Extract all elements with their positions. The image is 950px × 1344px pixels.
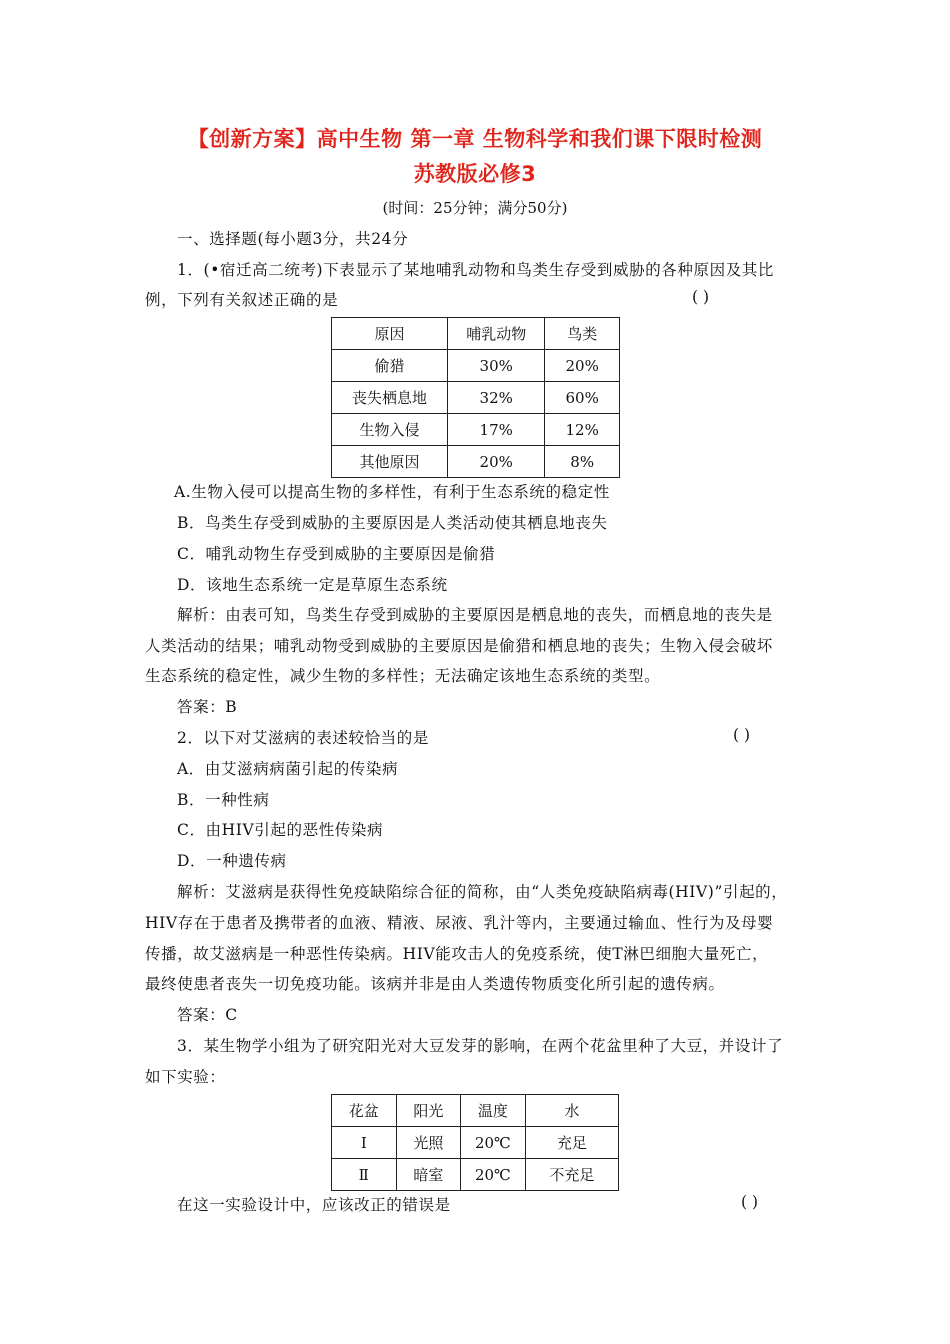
table-cell: 20℃: [461, 1159, 526, 1191]
table-cell: 充足: [525, 1127, 618, 1159]
table-cell: 8%: [545, 446, 620, 478]
table-header-row: [332, 1095, 619, 1127]
table-cell: 生物入侵: [332, 414, 448, 446]
table-cell: 偷猎: [332, 350, 448, 382]
table-cell: 17%: [448, 414, 545, 446]
q1-analysis-line2: 人类活动的结果；哺乳动物受到威胁的主要原因是偷猎和栖息地的丧失；生物入侵会破坏: [145, 637, 773, 655]
table-row: [332, 414, 620, 446]
q1-option-d: D．该地生态系统一定是草原生态系统: [177, 576, 448, 594]
q1-analysis-line3: 生态系统的稳定性，减少生物的多样性；无法确定该地生态系统的类型。: [145, 667, 661, 685]
table-row: [332, 1127, 619, 1159]
q1-analysis-line1: 解析：由表可知，鸟类生存受到威胁的主要原因是栖息地的丧失，而栖息地的丧失是: [177, 606, 773, 624]
q3-stem-line2: 如下实验：: [145, 1068, 226, 1086]
time-info: (时间：25分钟；满分50分): [382, 199, 568, 217]
q1-answer-paren: ( ): [692, 288, 710, 306]
table-row: [332, 446, 620, 478]
q1-stem-line1: 1．(•宿迁高二统考)下表显示了某地哺乳动物和鸟类生存受到威胁的各种原因及其比: [177, 261, 775, 279]
q2-option-b: B．一种性病: [177, 791, 270, 809]
q2-analysis-line4: 最终使患者丧失一切免疫功能。该病并非是由人类遗传物质变化所引起的遗传病。: [145, 975, 725, 993]
table-row: [332, 382, 620, 414]
table-header-cell: 温度: [461, 1095, 526, 1127]
q2-option-c: C．由HIV引起的恶性传染病: [177, 821, 384, 839]
q1-option-b: B．鸟类生存受到威胁的主要原因是人类活动使其栖息地丧失: [177, 514, 608, 532]
table-cell: 32%: [448, 382, 545, 414]
section-heading: 一、选择题(每小题3分，共24分: [177, 230, 409, 248]
q1-option-a: A.生物入侵可以提高生物的多样性，有利于生态系统的稳定性: [174, 483, 610, 501]
q3-stem-line1: 3．某生物学小组为了研究阳光对大豆发芽的影响，在两个花盆里种了大豆，并设计了: [177, 1037, 784, 1055]
table-header-cell: 哺乳动物: [448, 318, 545, 350]
table-cell: 60%: [545, 382, 620, 414]
table-cell: 其他原因: [332, 446, 448, 478]
table-cell: Ⅱ: [332, 1159, 397, 1191]
q2-stem: 2．以下对艾滋病的表述较恰当的是: [177, 729, 429, 747]
table-header-row: [332, 318, 620, 350]
table-cell: 丧失栖息地: [332, 382, 448, 414]
table-header-cell: 阳光: [396, 1095, 461, 1127]
q3-table: [331, 1094, 619, 1191]
q2-analysis-line2: HIV存在于患者及携带者的血液、精液、尿液、乳汁等内，主要通过输血、性行为及母婴: [145, 914, 774, 932]
table-header-cell: 花盆: [332, 1095, 397, 1127]
q1-answer: 答案：B: [177, 698, 238, 716]
table-cell: 不充足: [525, 1159, 618, 1191]
q1-stem-line2: 例，下列有关叙述正确的是: [145, 291, 339, 309]
table-cell: Ⅰ: [332, 1127, 397, 1159]
document-subtitle: 苏教版必修3: [413, 162, 537, 186]
q3-answer-paren: ( ): [741, 1193, 759, 1211]
q2-answer-paren: ( ): [733, 726, 751, 744]
table-row: [332, 350, 620, 382]
table-cell: 暗室: [396, 1159, 461, 1191]
table-cell: 光照: [396, 1127, 461, 1159]
table-header-cell: 水: [525, 1095, 618, 1127]
q1-option-c: C．哺乳动物生存受到威胁的主要原因是偷猎: [177, 545, 496, 563]
q2-option-d: D．一种遗传病: [177, 852, 287, 870]
q1-table: [331, 317, 620, 478]
q2-analysis-line1: 解析：艾滋病是获得性免疫缺陷综合征的简称，由“人类免疫缺陷病毒(HIV)”引起的，: [177, 883, 788, 901]
table-cell: 20%: [545, 350, 620, 382]
table-row: [332, 1159, 619, 1191]
table-cell: 30%: [448, 350, 545, 382]
q2-option-a: A．由艾滋病病菌引起的传染病: [177, 760, 399, 778]
q3-question: 在这一实验设计中，应该改正的错误是: [177, 1196, 451, 1214]
q2-analysis-line3: 传播，故艾滋病是一种恶性传染病。HIV能攻击人的免疫系统，使T淋巴细胞大量死亡，: [145, 945, 769, 963]
table-cell: 12%: [545, 414, 620, 446]
table-cell: 20%: [448, 446, 545, 478]
document-title: 【创新方案】高中生物 第一章 生物科学和我们课下限时检测: [187, 127, 763, 151]
table-cell: 20℃: [461, 1127, 526, 1159]
table-header-cell: 鸟类: [545, 318, 620, 350]
q2-answer: 答案：C: [177, 1006, 238, 1024]
table-header-cell: 原因: [332, 318, 448, 350]
